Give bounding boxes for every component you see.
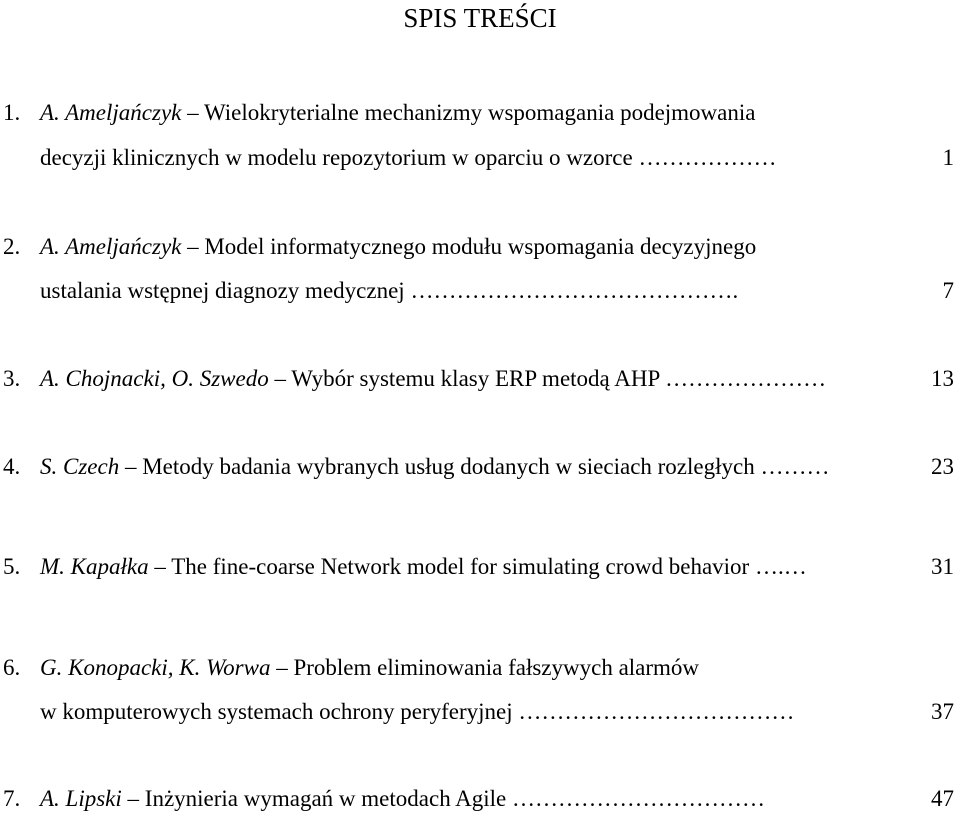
entry-number: 6.: [3, 655, 21, 680]
toc-entry-1-line-1: [0, 98, 960, 128]
entry-title-continued: w komputerowych systemach ochrony peryferyjnej: [40, 699, 513, 724]
entry-authors: A. Lipski: [40, 786, 122, 811]
entry-dash: –: [187, 100, 199, 125]
leader-dots: ………: [760, 454, 830, 479]
entry-authors: A. Ameljańczyk: [40, 234, 182, 259]
entry-number: 3.: [3, 366, 21, 391]
entry-authors: G. Konopacki, K. Worwa: [40, 655, 271, 680]
page-title: SPIS TREŚCI: [403, 3, 557, 33]
toc-entry-2-line-1: [0, 232, 960, 262]
entry-dash: –: [276, 655, 288, 680]
entry-page-number: 7: [942, 278, 954, 303]
leader-dots: ……………………………: [512, 786, 766, 811]
entry-authors: A. Ameljańczyk: [40, 100, 182, 125]
leader-dots: ………………………………: [518, 699, 795, 724]
entry-dash: –: [154, 554, 166, 579]
entry-title: Wielokryterialne mechanizmy wspomagania podejmowania: [203, 100, 756, 125]
entry-dash: –: [124, 454, 137, 479]
entry-authors: M. Kapałka: [40, 554, 149, 579]
entry-number: 5.: [3, 554, 21, 579]
toc-entry-2-line-2: [0, 276, 960, 306]
entry-title: Problem eliminowania fałszywych alarmów: [293, 655, 700, 680]
toc-entry-3: [0, 364, 960, 394]
entry-title: Model informatycznego modułu wspomagania decyzyjnego: [204, 234, 757, 259]
entry-title: Inżynieria wymagań w metodach Agile: [144, 786, 507, 811]
toc-entry-1-line-2: [0, 143, 960, 173]
leader-dots: ….…: [754, 554, 807, 579]
entry-title: The fine-coarse Network model for simulating crowd behavior: [171, 554, 750, 579]
leader-dots: …………………………………….: [410, 278, 739, 303]
entry-page-number: 23: [931, 454, 954, 479]
entry-number: 4.: [3, 454, 21, 479]
toc-entry-6-line-2: [0, 697, 960, 727]
entry-authors: S. Czech: [40, 454, 120, 479]
entry-number: 7.: [3, 786, 21, 811]
toc-entry-4: [0, 452, 960, 482]
leader-dots: …………………: [665, 366, 827, 391]
toc-entry-5: [0, 552, 960, 582]
entry-dash: –: [127, 786, 140, 811]
entry-page-number: 13: [931, 366, 954, 391]
entry-number: 2.: [3, 234, 21, 259]
entry-title: Wybór systemu klasy ERP metodą AHP: [291, 366, 660, 391]
entry-page-number: 47: [931, 786, 954, 811]
entry-dash: –: [187, 234, 199, 259]
entry-page-number: 1: [942, 145, 954, 170]
entry-number: 1.: [3, 100, 21, 125]
leader-dots: ………………: [638, 145, 777, 170]
entry-title-continued: decyzji klinicznych w modelu repozytorium w oparciu o wzorce: [40, 145, 633, 170]
entry-authors: A. Chojnacki, O. Szwedo: [40, 366, 269, 391]
entry-dash: –: [274, 366, 286, 391]
entry-title-continued: ustalania wstępnej diagnozy medycznej: [40, 278, 405, 303]
entry-title: Metody badania wybranych usług dodanych w sieciach rozległych: [142, 454, 755, 479]
entry-page-number: 31: [931, 554, 954, 579]
toc-entry-6-line-1: [0, 653, 960, 683]
toc-entry-7: [0, 784, 960, 814]
entry-page-number: 37: [931, 699, 954, 724]
